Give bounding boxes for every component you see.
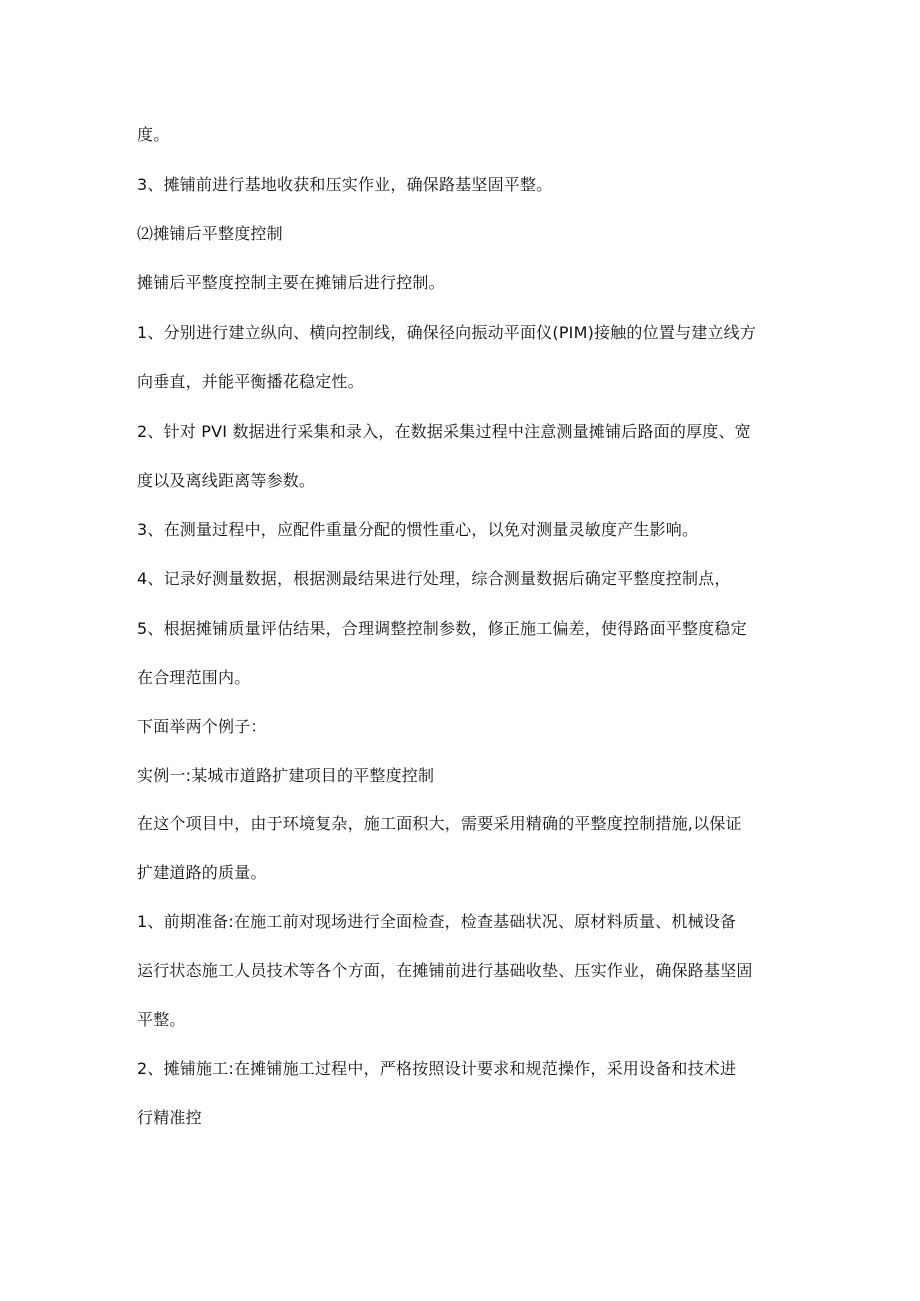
text-line-2: 3、摊铺前进行基地收获和压实作业，确保路基坚固平整。 xyxy=(137,175,553,194)
text-line-6: 向垂直，并能平衡播花稳定性。 xyxy=(137,372,364,391)
text-line-15: 在这个项目中，由于环境复杂，施工面积大，需要采用精确的平整度控制措施,以保证 xyxy=(137,814,742,833)
text-line-19: 平整。 xyxy=(137,1010,186,1029)
text-line-4: 摊铺后平整度控制主要在摊铺后进行控制。 xyxy=(137,273,445,292)
text-line-1: 度。 xyxy=(137,125,170,144)
section-heading: ⑵摊铺后平整度控制 xyxy=(137,224,283,243)
text-line-17: 1、前期准备:在施工前对现场进行全面检查，检查基础状况、原材料质量、机械设备 xyxy=(137,912,737,931)
text-line-18: 运行状态施工人员技术等各个方面，在摊铺前进行基础收垫、压实作业，确保路基坚固 xyxy=(137,961,753,980)
text-line-13: 下面举两个例子： xyxy=(137,717,267,736)
text-line-16: 扩建道路的质量。 xyxy=(137,863,267,882)
text-line-21: 行精准控 xyxy=(137,1108,202,1127)
text-line-12: 在合理范围内。 xyxy=(137,668,251,687)
text-line-20: 2、摊铺施工:在摊铺施工过程中，严格按照设计要求和规范操作，采用设备和技术进 xyxy=(137,1059,737,1078)
text-line-8: 度以及离线距离等参数。 xyxy=(137,471,316,490)
example-heading: 实例一:某城市道路扩建项目的平整度控制 xyxy=(137,766,435,785)
text-line-5: 1、分别进行建立纵向、横向控制线，确保径向振动平面仪(PIM)接触的位置与建立线方 xyxy=(137,323,757,342)
text-line-7: 2、针对 PVI 数据进行采集和录入，在数据采集过程中注意测量摊铺后路面的厚度、宽 xyxy=(137,422,751,441)
text-line-10: 4、记录好测量数据，根据测最结果进行处理，综合测量数据后确定平整度控制点， xyxy=(137,569,731,588)
text-line-9: 3、在测量过程中，应配件重量分配的惯性重心，以免对测量灵敏度产生影响。 xyxy=(137,520,699,539)
text-line-11: 5、根据摊铺质量评估结果，合理调整控制参数，修正施工偏差，使得路面平整度稳定 xyxy=(137,619,747,638)
